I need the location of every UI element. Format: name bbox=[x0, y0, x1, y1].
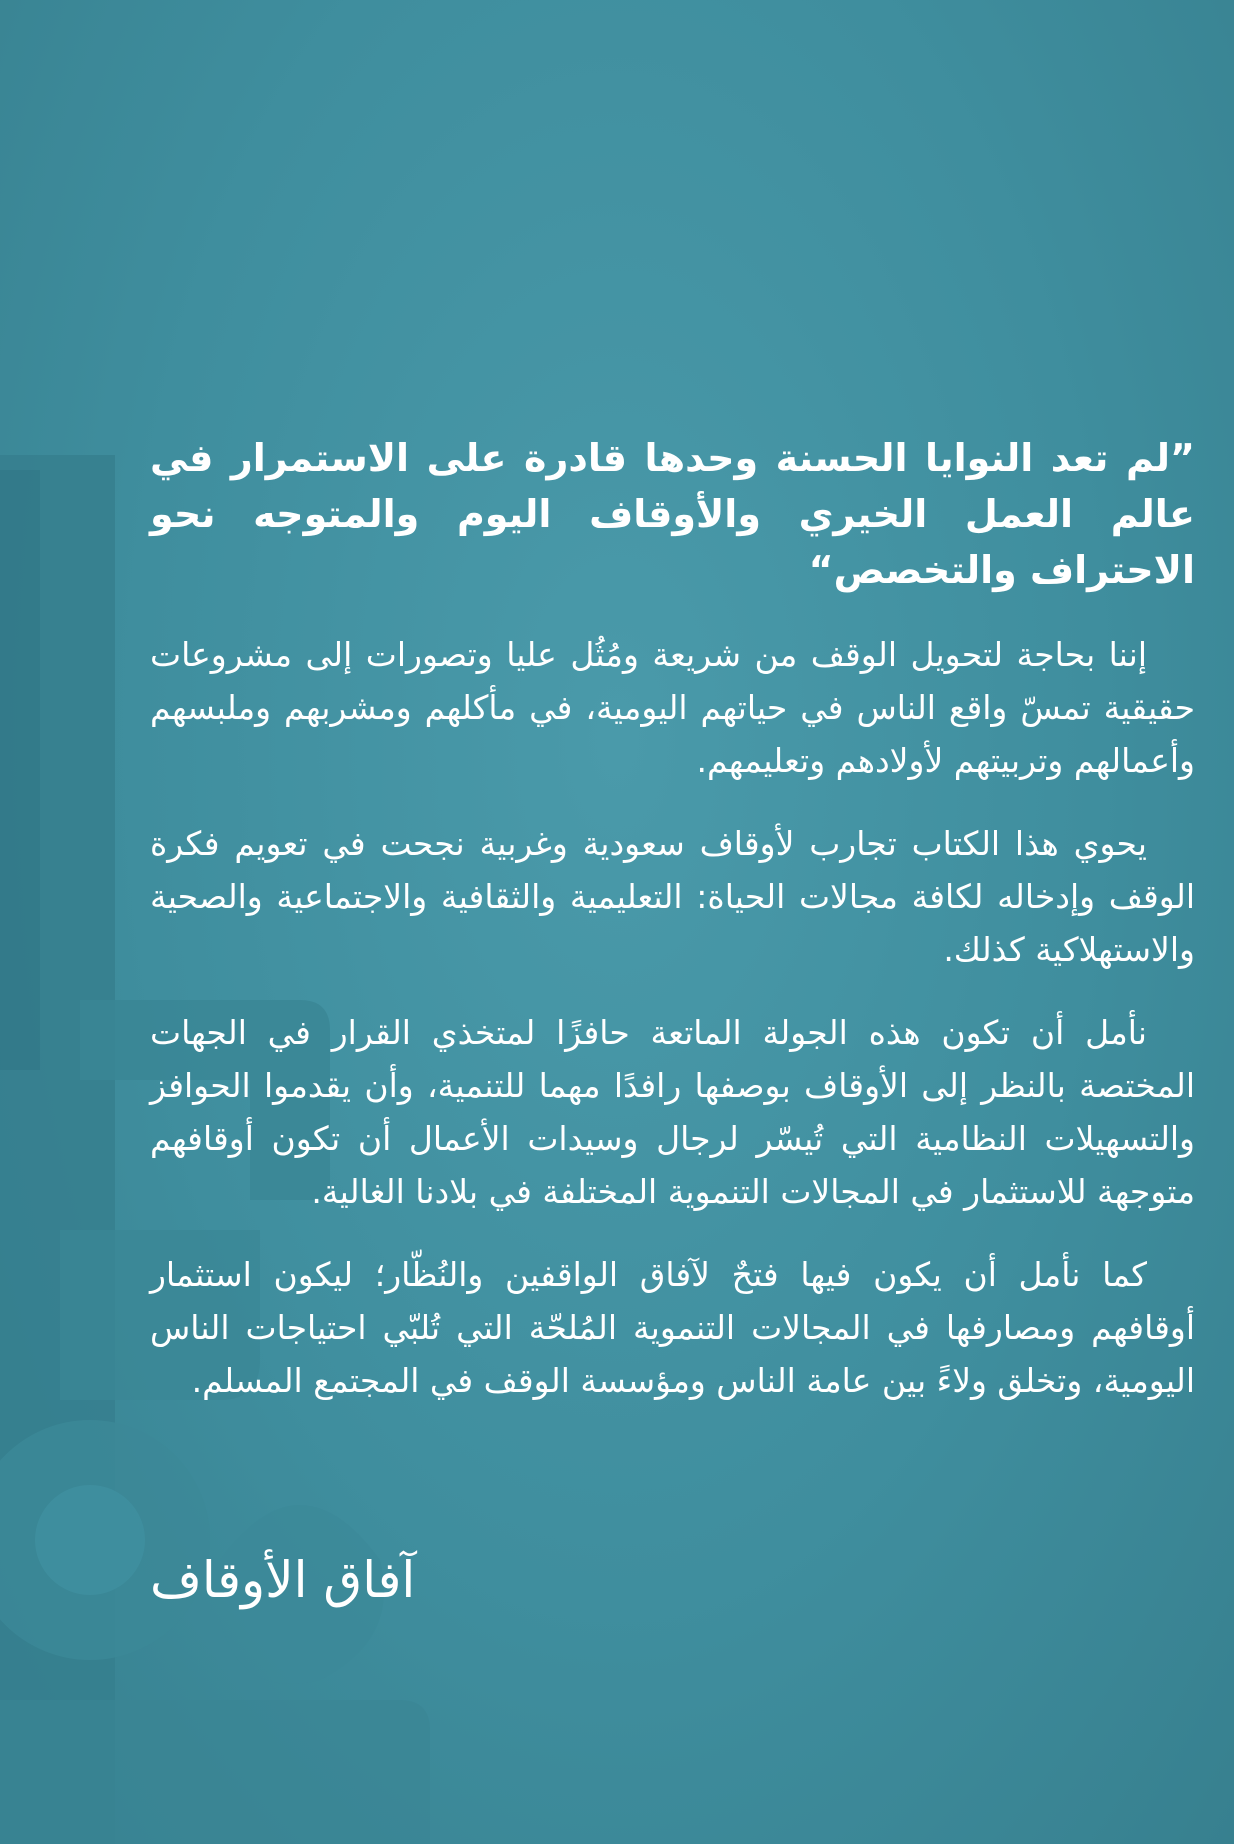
publisher-name: آفاق الأوقاف bbox=[150, 1551, 416, 1609]
featured-quote: ”لم تعد النوايا الحسنة وحدها قادرة على الاستمرار في عالم العمل الخيري والأوقاف اليوم والمتوجه نحو الاحتراف والتخصص“ bbox=[150, 436, 1195, 592]
watermark-glyph bbox=[0, 1700, 430, 1844]
paragraph-4: كما نأمل أن يكون فيها فتحٌ لآفاق الواقفين والنُظّار؛ ليكون استثمار أوقافهم ومصارفها في المجالات التنموية المُلحّة التي تُلبّي احتياجات الناس اليومية، وتخلق ولاءً بين عامة الناس ومؤسسة الوقف في المجتمع المسلم. bbox=[150, 1255, 1195, 1400]
paragraph-2: يحوي هذا الكتاب تجارب لأوقاف سعودية وغربية نجحت في تعويم فكرة الوقف وإدخاله لكافة مجالات الحياة: التعليمية والثقافية والاجتماعية والصحية والاستهلاكية كذلك. bbox=[150, 824, 1195, 969]
back-cover-text bbox=[150, 430, 1195, 1437]
paragraph-1: إننا بحاجة لتحويل الوقف من شريعة ومُثُل عليا وتصورات إلى مشروعات حقيقية تمسّ واقع الناس في حياتهم اليومية، في مأكلهم ومشربهم وملبسهم وأعمالهم وتربيتهم لأولادهم وتعليمهم. bbox=[150, 635, 1195, 780]
watermark-bar bbox=[0, 470, 40, 1070]
watermark-circle bbox=[35, 1485, 145, 1595]
paragraph-3: نأمل أن تكون هذه الجولة الماتعة حافزًا لمتخذي القرار في الجهات المختصة بالنظر إلى الأوقاف بوصفها رافدًا مهما للتنمية، وأن يقدموا الحوافز والتسهيلات النظامية التي تُيسّر لرجال وسيدات الأعمال أن تكون أوقافهم متوجهة للاستثمار في المجالات التنموية المختلفة في بلادنا الغالية. bbox=[150, 1013, 1195, 1211]
